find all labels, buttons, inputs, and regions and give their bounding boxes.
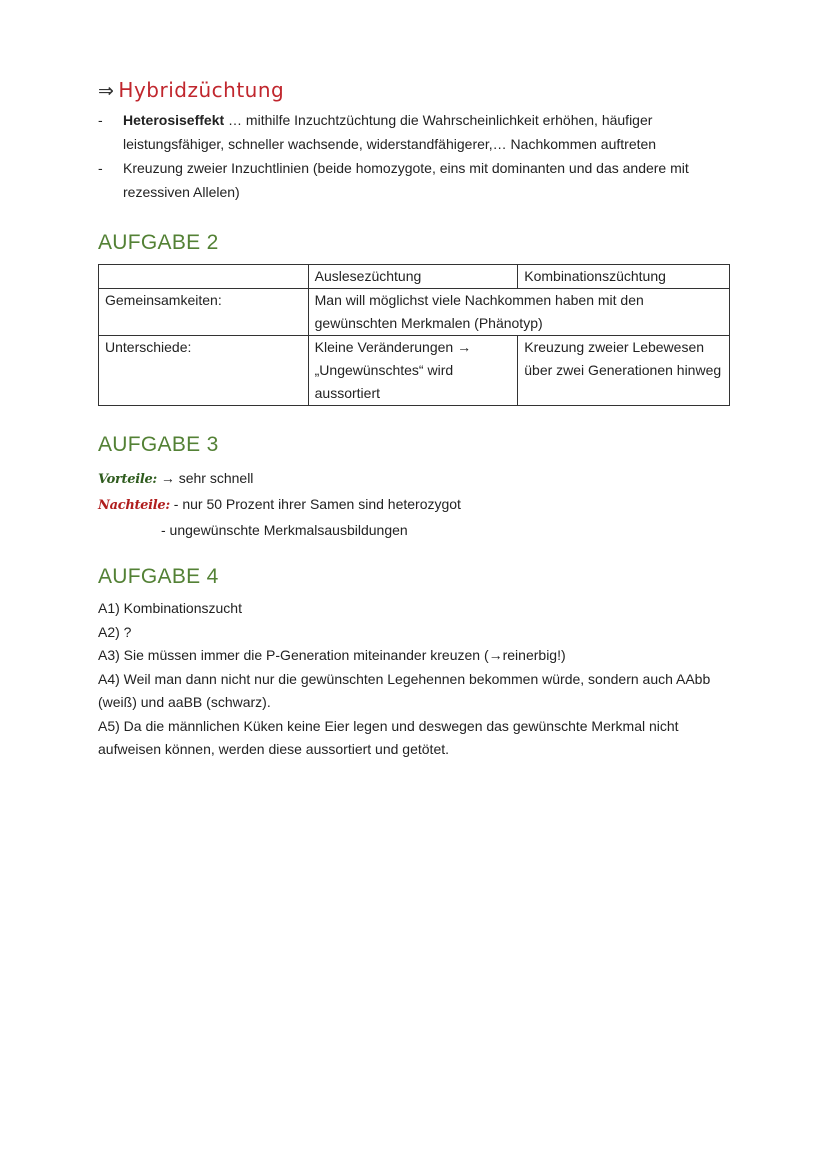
table-row-gemeinsamkeiten (99, 289, 730, 336)
answer-a4: A4) Weil man dann nicht nur die gewünschten Legehennen bekommen würde, sondern auch AAbb (weiß) und aaBB (schwarz). (98, 670, 711, 710)
nachteile-line (98, 492, 698, 518)
unterschiede-kombination: Kreuzung zweier Lebewesen über zwei Generationen hinweg (518, 336, 730, 406)
table-header-row (99, 265, 730, 289)
answer-a1: A1) Kombinationszucht (98, 600, 242, 616)
table-row-unterschiede (99, 336, 730, 406)
unterschiede-auslese: Kleine Veränderungen → „Ungewünschtes“ wird aussortiert (308, 336, 518, 406)
heterosis-term: Heterosiseffekt (123, 112, 225, 128)
table-header-auslese: Auslesezüchtung (308, 265, 518, 289)
answer-a2: A2) ? (98, 623, 132, 640)
implies-arrow-icon: ⇒ (98, 80, 115, 102)
answer-a3: A3) Sie müssen immer die P-Generation miteinander kreuzen (→reinerbig!) (98, 647, 566, 663)
hybrid-title-text: Hybridzüchtung (118, 78, 285, 102)
bullet-heterosis (98, 108, 738, 156)
bullet-dash: - (98, 160, 103, 176)
nachteile-text-2: - ungewünschte Merkmalsausbildungen (161, 522, 408, 538)
vorteile-line (98, 466, 698, 492)
table-header-empty (99, 265, 309, 289)
table-header-kombination: Kombinationszüchtung (518, 265, 730, 289)
heterosis-text: … mithilfe Inzuchtzüchtung die Wahrscheinlichkeit erhöhen, häufiger leistungsfähiger, schneller wachsende, widerstandfähigerer,… Nachkommen auftreten (123, 112, 657, 152)
bullet-dash: - (98, 112, 103, 128)
nachteile-line-2 (98, 518, 698, 542)
comparison-table (98, 264, 730, 406)
unterschiede-label: Unterschiede: (99, 336, 309, 406)
aufgabe2-heading: AUFGABE 2 (98, 231, 219, 254)
inzuchtlinien-text: Kreuzung zweier Inzuchtlinien (beide homozygote, eins mit dominanten und das andere mit rezessiven Allelen) (123, 160, 689, 200)
hybrid-section-title (98, 78, 284, 108)
aufgabe3-content (98, 466, 698, 542)
aufgabe3-heading: AUFGABE 3 (98, 433, 219, 456)
aufgabe4-heading: AUFGABE 4 (98, 565, 219, 588)
bullet-inzuchtlinien (98, 156, 738, 204)
aufgabe4-answers (98, 597, 738, 762)
vorteile-label: Vorteile: (98, 472, 157, 487)
gemeinsamkeiten-text: Man will möglichst viele Nachkommen haben mit den gewünschten Merkmalen (Phänotyp) (308, 289, 729, 336)
vorteile-text: → sehr schnell (156, 470, 254, 486)
answer-a5: A5) Da die männlichen Küken keine Eier legen und deswegen das gewünschte Merkmal nicht aufweisen können, werden diese aussortiert und getötet. (98, 717, 679, 757)
nachteile-label: Nachteile: (98, 498, 170, 513)
gemeinsamkeiten-label: Gemeinsamkeiten: (99, 289, 309, 336)
hybrid-bullet-list (98, 108, 738, 204)
nachteile-text-1: - nur 50 Prozent ihrer Samen sind heterozygot (169, 496, 461, 512)
